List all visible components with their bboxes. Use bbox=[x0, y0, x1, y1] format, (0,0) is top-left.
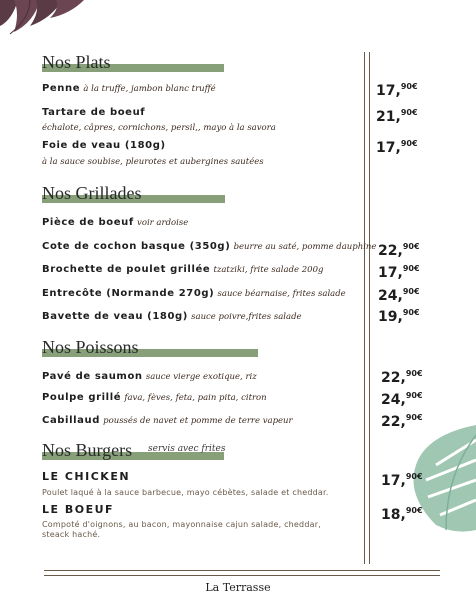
dish-price: 22,$^{90€}$ bbox=[381, 413, 423, 430]
dish-price: 22,$^{90€}$ bbox=[381, 369, 423, 386]
section-subtitle: servis avec frites bbox=[148, 444, 226, 454]
dish-bavette bbox=[42, 311, 302, 322]
leaf-decoration-icon bbox=[0, 0, 90, 40]
dish-price: 17,$^{90€}$ bbox=[378, 264, 420, 281]
section-burgers bbox=[42, 440, 226, 461]
dish-cote-de-cochon bbox=[42, 241, 376, 252]
dish-name: Foie de veau (180g) bbox=[42, 140, 166, 151]
dish-name: Penne bbox=[42, 83, 81, 94]
dish-brochette-poulet bbox=[42, 264, 323, 275]
section-title: Nos Burgers bbox=[42, 440, 133, 460]
dish-description: échalote, câpres, cornichons, persil,, mayo à la savora bbox=[42, 123, 276, 133]
dish-description: Compoté d'oignons, au bacon, mayonnaise cajun salade, cheddar, bbox=[42, 520, 321, 529]
vertical-rule bbox=[369, 52, 370, 564]
dish-tartare bbox=[42, 107, 145, 118]
dish-name: LE BOEUF bbox=[42, 503, 115, 516]
dish-price: 22,$^{90€}$ bbox=[378, 242, 420, 259]
dish-price: 19,$^{90€}$ bbox=[378, 308, 420, 325]
section-grillades bbox=[42, 183, 141, 204]
dish-name: Bavette de veau (180g) bbox=[42, 311, 188, 322]
dish-price: 17,$^{90€}$ bbox=[381, 472, 423, 489]
dish-price: 17,$^{90€}$ bbox=[376, 139, 418, 156]
dish-name: Pièce de boeuf bbox=[42, 217, 134, 228]
dish-price: 18,$^{90€}$ bbox=[381, 506, 423, 523]
dish-name: LE CHICKEN bbox=[42, 470, 131, 483]
footer-rule bbox=[44, 575, 440, 576]
section-plats bbox=[42, 52, 111, 73]
dish-description: sauce poivre,frites salade bbox=[191, 312, 302, 322]
dish-description: steack haché. bbox=[42, 530, 101, 539]
dish-description: à la sauce soubise, pleurotes et aubergines sautées bbox=[42, 157, 264, 167]
dish-description: poussés de navet et pomme de terre vapeur bbox=[103, 416, 293, 426]
dish-description: sauce vierge exotique, riz bbox=[145, 372, 257, 382]
dish-description: à la truffe, jambon blanc truffé bbox=[83, 84, 216, 94]
dish-price: 24,$^{90€}$ bbox=[378, 287, 420, 304]
dish-description: sauce béarnaise, frites salade bbox=[217, 289, 346, 299]
dish-cabillaud bbox=[42, 415, 293, 426]
dish-pave-de-saumon bbox=[42, 371, 257, 382]
dish-name: Entrecôte (Normande 270g) bbox=[42, 288, 215, 299]
dish-description: tzatziki, frite salade 200g bbox=[213, 265, 324, 275]
dish-entrecote bbox=[42, 288, 346, 299]
section-title: Nos Grillades bbox=[42, 183, 142, 203]
vertical-rule bbox=[364, 52, 365, 564]
dish-piece-de-boeuf bbox=[42, 217, 188, 228]
section-poissons bbox=[42, 337, 139, 358]
dish-name: Cabillaud bbox=[42, 415, 100, 426]
dish-name: Poulpe grillé bbox=[42, 392, 122, 403]
dish-poulpe-grille bbox=[42, 392, 267, 403]
dish-description: voir ardoise bbox=[137, 218, 189, 228]
dish-name: Cote de cochon basque (350g) bbox=[42, 241, 231, 252]
footer-rule bbox=[44, 570, 440, 571]
section-title: Nos Poissons bbox=[42, 337, 139, 357]
dish-price: 24,$^{90€}$ bbox=[381, 391, 423, 408]
dish-description: fava, fèves, feta, pain pita, citron bbox=[124, 393, 267, 403]
dish-name: Pavé de saumon bbox=[42, 371, 143, 382]
dish-description: Poulet laqué à la sauce barbecue, mayo cébètes, salade et cheddar. bbox=[42, 488, 329, 497]
dish-name: Brochette de poulet grillée bbox=[42, 264, 211, 275]
dish-price: 17,$^{90€}$ bbox=[376, 82, 418, 99]
dish-name: Tartare de boeuf bbox=[42, 107, 146, 118]
section-title: Nos Plats bbox=[42, 52, 111, 72]
dish-price: 21,$^{90€}$ bbox=[376, 108, 418, 125]
dish-description: beurre au saté, pomme dauphine bbox=[233, 242, 377, 252]
dish-penne bbox=[42, 83, 216, 94]
burger-boeuf bbox=[42, 503, 114, 516]
burger-chicken bbox=[42, 470, 130, 483]
dish-foie-de-veau bbox=[42, 140, 166, 151]
restaurant-name: La Terrasse bbox=[205, 581, 271, 594]
